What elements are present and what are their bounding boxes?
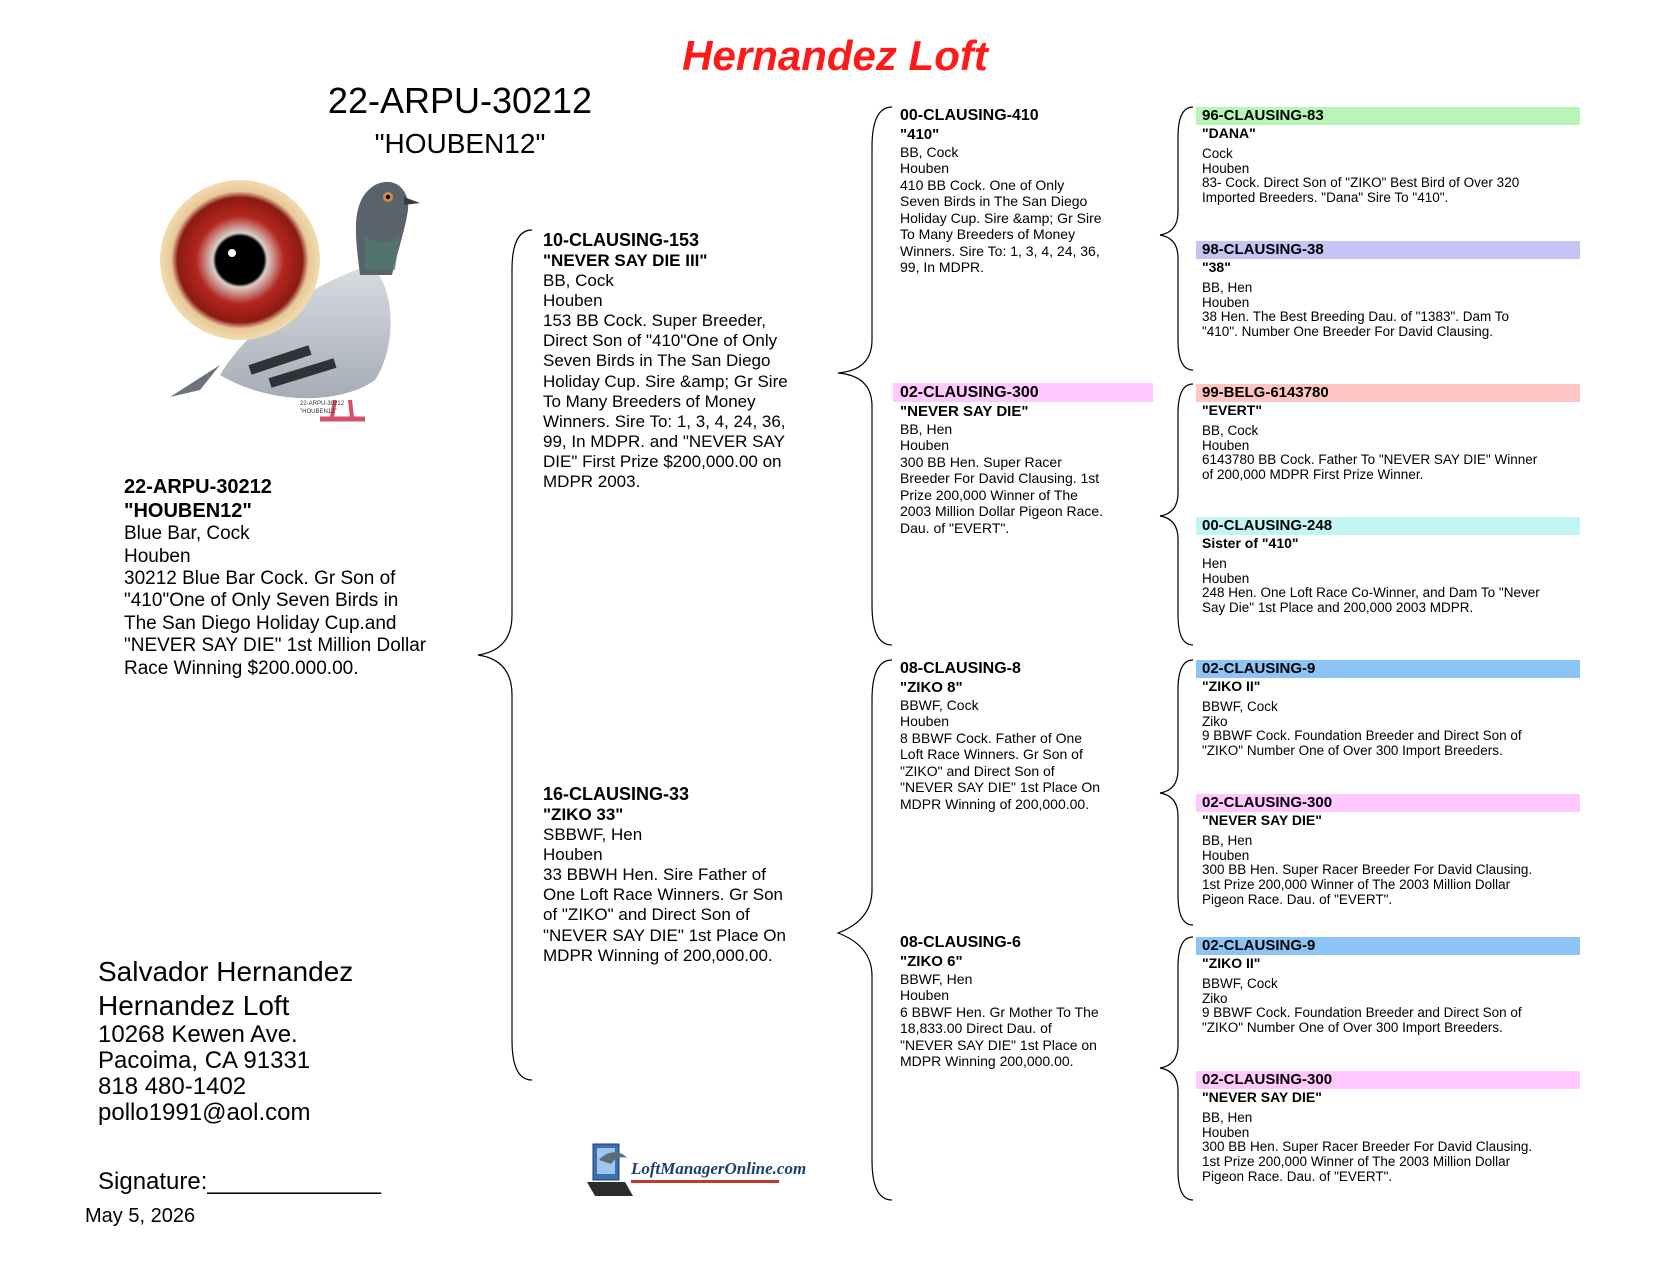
info-line: Houben [1202, 847, 1250, 863]
info-line: "ZIKO" Number One of Over 300 Import Breeders. [1202, 1019, 1503, 1035]
info-line: "ZIKO" Number One of Over 300 Import Breeders. [1202, 742, 1503, 758]
info-line: Seven Birds in The San Diego [543, 351, 771, 371]
info-line: Dau. of "EVERT". [900, 519, 1010, 536]
info-line: Houben [1202, 1124, 1250, 1140]
info-line: Prize 200,000 Winner of The [900, 486, 1078, 503]
info-line: Direct Son of "410"One of Only [543, 331, 778, 351]
owner-contact [98, 955, 353, 1126]
info-line: 83- Cock. Direct Son of "ZIKO" Best Bird of Over 320 [1202, 175, 1520, 191]
info-line: "NEVER SAY DIE" 1st Place On [543, 925, 786, 945]
info-line: "NEVER SAY DIE" 1st Place on [900, 1036, 1097, 1053]
info-line: Blue Bar, Cock [124, 523, 250, 545]
great-grandparent-nick: "ZIKO II" [1202, 677, 1261, 694]
grandparent-band: 02-CLAUSING-300 [900, 384, 1039, 401]
sire-band: 10-CLAUSING-153 [543, 230, 700, 250]
info-line: 300 BB Hen. Super Racer Breeder For David Clausing. [1202, 1139, 1533, 1155]
great-grandparent-band: 98-CLAUSING-38 [1196, 241, 1580, 259]
info-line: 1st Prize 200,000 Winner of The 2003 Million Dollar [1202, 1153, 1511, 1169]
info-line: Houben [900, 160, 950, 177]
info-line: To Many Breeders of Money [543, 391, 756, 411]
info-line: BBWF, Hen [900, 970, 973, 987]
info-line: Loft Race Winners. Gr Son of [900, 746, 1083, 763]
info-line: 248 Hen. One Loft Race Co-Winner, and Dam To "Never [1202, 585, 1540, 601]
info-line: 9 BBWF Cock. Foundation Breeder and Direct Son of [1202, 728, 1522, 744]
info-line: 300 BB Hen. Super Racer Breeder For David Clausing. [1202, 862, 1533, 878]
great-grandparent-nick: "NEVER SAY DIE" [1202, 811, 1322, 828]
info-line: "NEVER SAY DIE" 1st Place On [900, 779, 1101, 796]
info-line: "ZIKO" and Direct Son of [900, 762, 1055, 779]
info-line: To Many Breeders of Money [900, 226, 1076, 243]
main-band-number: 22-ARPU-30212 [327, 80, 593, 121]
dam-band: 16-CLAUSING-33 [543, 784, 690, 804]
info-line: Houben [1202, 437, 1250, 453]
bracket-line [478, 230, 532, 1080]
info-line: The San Diego Holiday Cup.and [124, 612, 397, 634]
info-line: 153 BB Cock. Super Breeder, [543, 311, 767, 331]
info-line: BB, Hen [1202, 280, 1253, 296]
info-line: Winners. Sire To: 1, 3, 4, 24, 36, [900, 242, 1100, 259]
info-line: Pigeon Race. Dau. of "EVERT". [1202, 891, 1393, 907]
grandparent-nick: "410" [900, 125, 940, 143]
great-grandparent-band: 96-CLAUSING-83 [1196, 107, 1580, 125]
great-grandparent-band: 99-BELG-6143780 [1196, 384, 1580, 402]
info-line: Holiday Cup. Sire &amp; Gr Sire [543, 371, 788, 391]
info-line: Pigeon Race. Dau. of "EVERT". [1202, 1168, 1393, 1184]
info-line: MDPR 2003. [543, 471, 641, 491]
bracket-line [1160, 107, 1193, 370]
info-line: One Loft Race Winners. Gr Son [543, 885, 783, 905]
owner-name: Salvador Hernandez [98, 956, 354, 987]
great-grandparent-nick: Sister of "410" [1202, 534, 1299, 551]
info-line: Race Winning $200.000.00. [124, 657, 359, 679]
info-line: MDPR Winning of 200,000.00. [543, 945, 773, 965]
signature-line: Signature:_____________ [98, 1168, 381, 1195]
info-line: 30212 Blue Bar Cock. Gr Son of [124, 568, 396, 589]
info-line: Houben [900, 437, 950, 454]
info-line: Winners. Sire To: 1, 3, 4, 24, 36, [543, 411, 786, 431]
info-line: of 200,000 MDPR First Prize Winner. [1202, 466, 1424, 482]
print-date: May 5, 2026 [85, 1205, 196, 1227]
grandparent-band: 08-CLAUSING-8 [900, 660, 1021, 677]
info-line: Say Die" 1st Place and 200,000 2003 MDPR. [1202, 599, 1474, 615]
info-line: 6143780 BB Cock. Father To "NEVER SAY DIE" Winner [1202, 452, 1538, 468]
info-line: 1st Prize 200,000 Winner of The 2003 Million Dollar [1202, 876, 1511, 892]
bracket-line [838, 107, 892, 645]
info-line: Cock [1202, 146, 1233, 162]
owner-email: pollo1991@aol.com [98, 1098, 311, 1126]
info-line: Hen [1202, 556, 1227, 572]
info-line: Houben [900, 713, 950, 730]
grandparent-band: 00-CLAUSING-410 [900, 107, 1039, 124]
bracket-line [1160, 937, 1193, 1200]
great-grandparent-band: 00-CLAUSING-248 [1196, 517, 1580, 535]
info-line: 2003 Million Dollar Pigeon Race. [900, 503, 1104, 520]
info-line: BB, Hen [900, 420, 953, 437]
info-line: Imported Breeders. "Dana" Sire To "410". [1202, 189, 1449, 205]
info-line: BBWF, Cock [900, 696, 979, 713]
info-line: 18,833.00 Direct Dau. of [900, 1020, 1052, 1037]
bracket-line [1160, 384, 1193, 645]
info-line: BB, Hen [1202, 1110, 1253, 1126]
main-bird-name: "HOUBEN12" [374, 128, 546, 159]
great-grandparent-band: 02-CLAUSING-9 [1196, 660, 1580, 678]
great-grandparent-nick: "ZIKO II" [1202, 954, 1261, 971]
laptop-icon [585, 1140, 807, 1200]
great-grandparent-nick: "NEVER SAY DIE" [1202, 1088, 1322, 1105]
info-line: BBWF, Cock [1202, 976, 1278, 992]
info-line: BBWF, Cock [1202, 699, 1278, 715]
info-line: Ziko [1202, 990, 1228, 1006]
owner-phone: 818 480-1402 [98, 1073, 247, 1100]
info-line: DIE" First Prize $200,000.00 on [543, 451, 782, 471]
info-line: Houben [900, 987, 950, 1004]
info-line: 9 BBWF Cock. Foundation Breeder and Direct Son of [1202, 1005, 1522, 1021]
info-line: SBBWF, Hen [543, 825, 643, 845]
owner-address: 10268 Kewen Ave. [98, 1021, 298, 1049]
info-line: "410". Number One Breeder For David Clausing. [1202, 323, 1493, 339]
grandparent-nick: "ZIKO 8" [900, 678, 963, 696]
loft-title: Hernandez Loft [682, 32, 988, 79]
info-line: 8 BBWF Cock. Father of One [900, 729, 1083, 746]
great-grandparent-nick: "EVERT" [1202, 401, 1262, 418]
info-line: Holiday Cup. Sire &amp; Gr Sire [900, 209, 1102, 226]
info-line: Houben [1202, 160, 1250, 176]
info-line: 410 BB Cock. One of Only [900, 176, 1065, 193]
info-line: MDPR Winning 200,000.00. [900, 1053, 1074, 1070]
info-line: 99, In MDPR. and "NEVER SAY [543, 431, 785, 451]
info-line: BB, Cock [543, 271, 614, 291]
info-line: Houben [1202, 570, 1250, 586]
logo-text: LoftManagerOnline.com [631, 1159, 807, 1178]
info-line: "410"One of Only Seven Birds in [124, 590, 399, 612]
great-grandparent-band: 02-CLAUSING-300 [1196, 1071, 1580, 1089]
info-line: 99, In MDPR. [900, 259, 985, 276]
info-line: Houben [1202, 294, 1250, 310]
subject-nick: "HOUBEN12" [124, 499, 252, 522]
sire-nick: "NEVER SAY DIE III" [543, 251, 708, 271]
photo-caption-name: "HOUBEN12" [300, 409, 337, 415]
info-line: 6 BBWF Hen. Gr Mother To The [900, 1003, 1099, 1020]
photo-caption-band: 22-ARPU-30212 [300, 401, 345, 407]
grandparent-nick: "ZIKO 6" [900, 952, 963, 970]
info-line: MDPR Winning of 200,000.00. [900, 795, 1090, 812]
great-grandparent-nick: "DANA" [1202, 124, 1256, 141]
owner-loft: Hernandez Loft [98, 989, 290, 1021]
info-line: Houben [543, 291, 603, 311]
grandparent-band: 08-CLAUSING-6 [900, 934, 1021, 951]
info-line: of "ZIKO" and Direct Son of [543, 905, 750, 925]
bracket-line [1160, 660, 1193, 925]
great-grandparent-nick: "38" [1202, 258, 1231, 275]
info-line: Seven Birds in The San Diego [900, 193, 1088, 210]
grandparent-nick: "NEVER SAY DIE" [900, 402, 1029, 420]
info-line: 300 BB Hen. Super Racer [900, 453, 1062, 470]
great-grandparent-band: 02-CLAUSING-300 [1196, 794, 1580, 812]
info-line: Breeder For David Clausing. 1st [900, 470, 1100, 487]
info-line: BB, Cock [900, 143, 959, 160]
info-line: BB, Hen [1202, 833, 1253, 849]
bracket-line [838, 660, 892, 1200]
info-line: 33 BBWH Hen. Sire Father of [543, 865, 766, 885]
info-line: "NEVER SAY DIE" 1st Million Dollar [124, 635, 427, 657]
info-line: Houben [543, 845, 603, 865]
info-line: BB, Cock [1202, 423, 1259, 439]
info-line: 38 Hen. The Best Breeding Dau. of "1383". Dam To [1202, 309, 1510, 325]
loft-manager-logo [585, 1140, 807, 1200]
dam-nick: "ZIKO 33" [543, 805, 624, 825]
owner-city: Pacoima, CA 91331 [98, 1047, 311, 1075]
subject-band: 22-ARPU-30212 [124, 476, 272, 498]
info-line: Ziko [1202, 713, 1228, 729]
info-line: Houben [124, 545, 191, 567]
great-grandparent-band: 02-CLAUSING-9 [1196, 937, 1580, 955]
